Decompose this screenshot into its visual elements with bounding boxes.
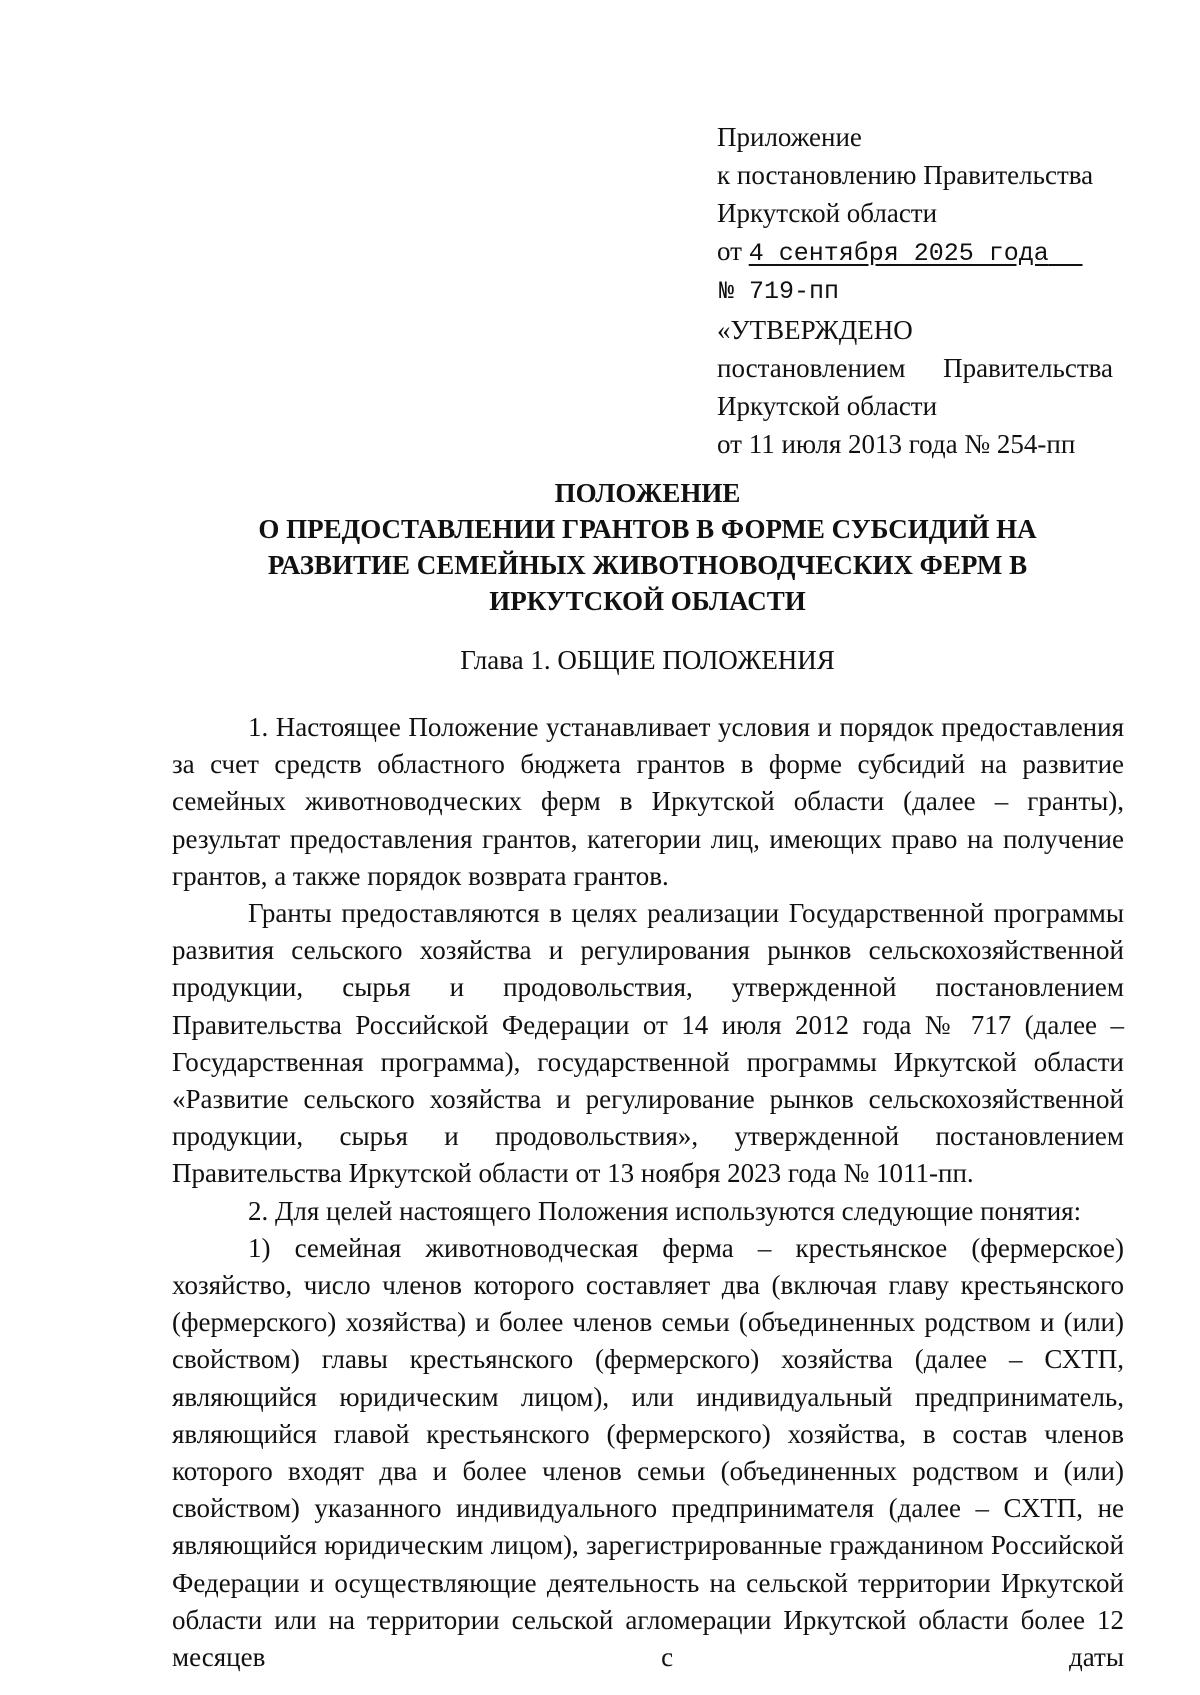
approved-stamp: «УТВЕРЖДЕНО <box>717 315 913 345</box>
approved-by-line <box>717 349 1113 387</box>
appendix-label: Приложение <box>717 122 862 152</box>
document-title <box>170 475 1125 619</box>
title-line-2: О ПРЕДОСТАВЛЕНИИ ГРАНТОВ В ФОРМЕ СУБСИДИЙ НА <box>258 514 1037 544</box>
approved-region: Иркутской области <box>717 391 938 421</box>
paragraph-1: 1. Настоящее Положение устанавливает условия и порядок предоставления за счет средств областного бюджета грантов в форме субсидий на развитие семейных животноводческих ферм в Иркутской области (далее – гранты), результат предоставления грантов, категории лиц, имеющих право на получение грантов, а также порядок возврата грантов. <box>172 712 1124 891</box>
appendix-date-line <box>717 232 1157 273</box>
appendix-number: № 719-пп <box>719 277 840 306</box>
paragraph-4: 1) семейная животноводческая ферма – крестьянское (фермерское) хозяйство, число членов которого составляет два (включая главу крестьянского (фермерского) хозяйства) и более членов семьи (объединенных родством и (или) свойством) главы крестьянского (фермерского) хозяйства (далее – СХТП, являющийся юридическим лицом), или индивидуальный предприниматель, являющийся главой крестьянского (фермерского) хозяйства, в состав членов которого входят два и более членов семьи (объединенных родством и (или) свойством) указанного индивидуального предпринимателя (далее – СХТП, не являющийся юридическим лицом), зарегистрированные гражданином Российской Федерации и осуществляющие деятельность на сельской территории Иркутской области или на территории сельской агломерации Иркутской области более 12 месяцев с даты <box>172 1232 1124 1673</box>
title-line-4: ИРКУТСКОЙ ОБЛАСТИ <box>489 586 806 616</box>
approved-by-word1: постановлением <box>717 353 906 383</box>
paragraph-2: Гранты предоставляются в целях реализации Государственной программы развития сельского хозяйства и регулирования рынков сельскохозяйственной продукции, сырья и продовольствия, утвержденной постановлением Правительства Российской Федерации от 14 июля 2012 года № 717 (далее – Государственная программа), государственной программы Иркутской области «Развитие сельского хозяйства и регулирование рынков сельскохозяйственной продукции, сырья и продовольствия», утвержденной постановлением Правительства Иркутской области от 13 ноября 2023 года № 1011-пп. <box>172 898 1124 1189</box>
appendix-block <box>717 118 1157 463</box>
chapter-heading: Глава 1. ОБЩИЕ ПОЛОЖЕНИЯ <box>460 645 835 675</box>
appendix-date-prefix: от <box>717 236 742 266</box>
paragraph-3: 2. Для целей настоящего Положения используются следующие понятия: <box>248 1195 1082 1226</box>
title-line-1: ПОЛОЖЕНИЕ <box>554 478 741 508</box>
appendix-reference: к постановлению Правительства <box>717 160 1094 190</box>
document-body <box>172 709 1124 1676</box>
approved-date: от 11 июля 2013 года № 254-пп <box>717 429 1076 459</box>
approved-by-word2: Правительства <box>943 353 1113 383</box>
title-line-3: РАЗВИТИЕ СЕМЕЙНЫХ ЖИВОТНОВОДЧЕСКИХ ФЕРМ В <box>267 550 1028 580</box>
appendix-region: Иркутской области <box>717 198 938 228</box>
appendix-date-value: 4 сентября 2025 года <box>748 239 1049 268</box>
